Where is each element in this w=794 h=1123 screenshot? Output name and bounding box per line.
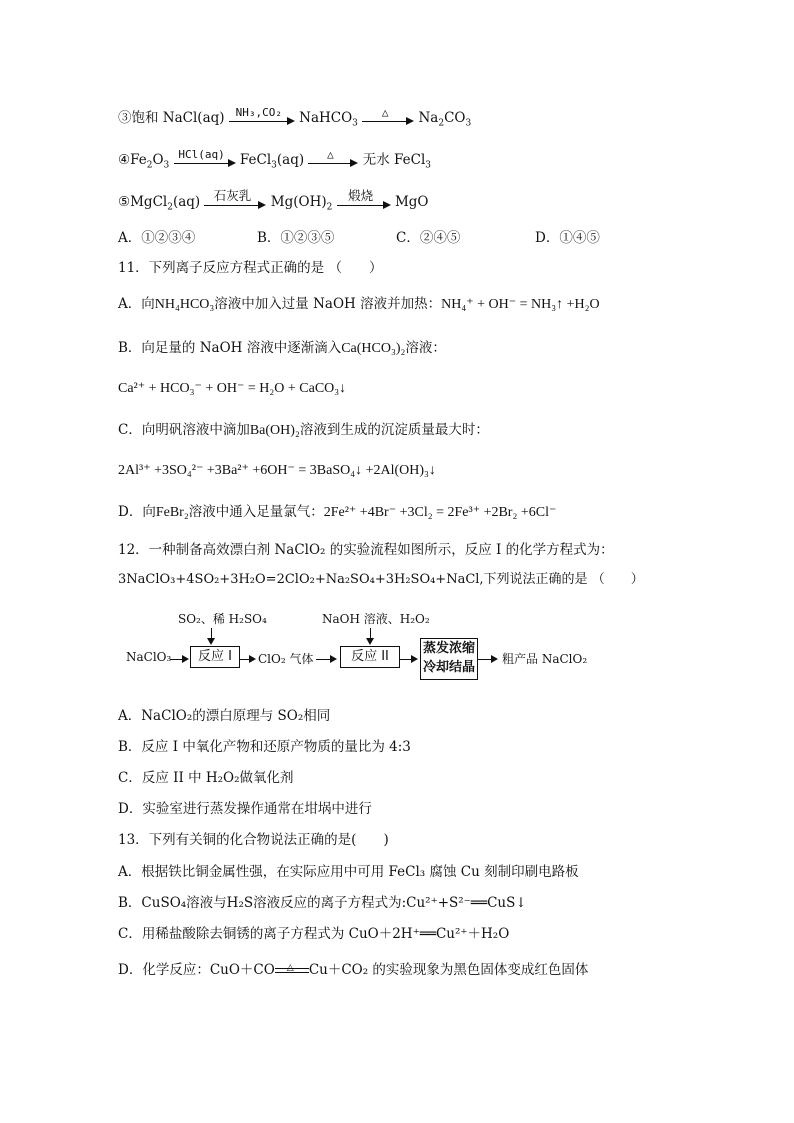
item4-intermediate: FeCl bbox=[239, 152, 272, 168]
reaction-arrow bbox=[362, 105, 414, 129]
item3-reactant: ③饱和 NaCl(aq) bbox=[118, 110, 225, 126]
option-text: 溶液中加入过量 NaOH 溶液并加热： bbox=[214, 296, 442, 312]
subscript: 3 bbox=[425, 160, 431, 171]
q12-option-b[interactable] bbox=[118, 737, 411, 757]
q12-option-c[interactable] bbox=[118, 768, 294, 788]
chem-formula: NH₄HCO₃ bbox=[154, 297, 215, 312]
option-text: Cu＋CO₂ 的实验现象为黑色固体变成红色固体 bbox=[308, 962, 589, 978]
option-a[interactable]: A．①②③④ bbox=[118, 230, 196, 246]
subscript: 2 bbox=[438, 118, 445, 129]
subscript: 3 bbox=[352, 118, 358, 129]
reaction-arrow bbox=[229, 105, 295, 129]
option-text: B．CuSO₄溶液与H₂S溶液反应的离子方程式为:Cu²⁺+S²⁻══CuS↓ bbox=[118, 895, 527, 911]
q13-stem bbox=[118, 830, 389, 850]
arrow-condition: △ bbox=[327, 147, 334, 161]
state-label: (aq) bbox=[172, 194, 201, 210]
arrow-condition: NH₃,CO₂ bbox=[235, 105, 282, 119]
q12-stem-line1 bbox=[118, 540, 614, 560]
flow-intermediate: ClO₂ 气体 bbox=[258, 652, 314, 666]
option-text: D．化学反应：CuO＋CO bbox=[118, 962, 275, 978]
option-d[interactable]: D．①④⑤ bbox=[535, 230, 600, 246]
reaction-arrow bbox=[337, 187, 391, 213]
flow-box-evaporation bbox=[420, 638, 478, 680]
option-text: 溶液： bbox=[405, 340, 446, 356]
q13-option-c[interactable] bbox=[118, 924, 509, 944]
ionic-equation: 2Fe²⁺ +4Br⁻ +3Cl₂ = 2Fe³⁺ +2Br₂ +6Cl⁻ bbox=[323, 505, 557, 520]
flow-arrow-icon bbox=[491, 655, 498, 663]
q11-option-a[interactable] bbox=[118, 294, 600, 315]
option-b[interactable]: B．①②③⑤ bbox=[257, 230, 335, 246]
q10-item-4 bbox=[118, 147, 431, 171]
option-text: D．实验室进行蒸发操作通常在坩埚中进行 bbox=[118, 801, 372, 817]
q13-option-d[interactable] bbox=[118, 960, 588, 980]
q10-item-3 bbox=[118, 105, 472, 129]
q13-option-b[interactable] bbox=[118, 893, 527, 913]
option-label: D．向 bbox=[118, 504, 156, 520]
question-text: 13．下列有关铜的化合物说法正确的是( ) bbox=[118, 832, 389, 848]
ionic-equation: 2Al³⁺ +3SO₄²⁻ +3Ba²⁺ +6OH⁻ = 3BaSO₄↓ +2Al(OH)₃↓ bbox=[118, 463, 436, 478]
flow-arrow-icon bbox=[330, 655, 337, 663]
item5-product: MgO bbox=[394, 194, 429, 210]
flow-arrow-icon bbox=[207, 638, 215, 645]
flow-box-reaction-2: 反应 II bbox=[340, 646, 400, 668]
question-text: 12．一种制备高效漂白剂 NaClO₂ 的实验流程如图所示，反应 I 的化学方程式为： bbox=[118, 542, 614, 558]
heating-equals-sign bbox=[275, 964, 309, 978]
option-text: B．反应 I 中氧化产物和还原产物质的量比为 4:3 bbox=[118, 739, 411, 755]
condition-mark: △ bbox=[286, 962, 294, 973]
ionic-equation: Ca²⁺ + HCO₃⁻ + OH⁻ = H₂O + CaCO₃↓ bbox=[118, 381, 347, 396]
arrow-condition: 石灰乳 bbox=[213, 187, 252, 203]
flowchart bbox=[118, 606, 598, 686]
item5-intermediate: Mg(OH) bbox=[270, 194, 327, 210]
item3-product: Na bbox=[418, 110, 439, 126]
q11-option-b-equation bbox=[118, 378, 346, 399]
flow-arrow-icon bbox=[182, 655, 189, 663]
flow-reagent-1: SO₂、稀 H₂SO₄ bbox=[178, 612, 267, 626]
q11-stem bbox=[118, 258, 382, 278]
question-text: 3NaClO₃+4SO₂+3H₂O=2ClO₂+Na₂SO₄+3H₂SO₄+NaCl,下列说法正确的是 （ ） bbox=[118, 572, 644, 587]
option-text: C．用稀盐酸除去铜锈的离子方程式为 CuO＋2H⁺══Cu²⁺＋H₂O bbox=[118, 926, 510, 942]
box-line: 蒸发浓缩 bbox=[422, 641, 475, 656]
option-label: C．向明矾溶液中滴加 bbox=[118, 422, 250, 438]
item5-reactant: ⑤MgCl bbox=[118, 194, 168, 210]
reaction-arrow bbox=[174, 147, 236, 171]
chem-formula: FeBr₂ bbox=[155, 505, 189, 520]
flow-arrow-icon bbox=[411, 655, 418, 663]
subscript: 3 bbox=[271, 160, 277, 171]
state-label: (aq) bbox=[276, 152, 305, 168]
ionic-equation: NH₄⁺ + OH⁻ = NH₃↑ +H₂O bbox=[441, 297, 600, 312]
option-text: C．反应 II 中 H₂O₂做氧化剂 bbox=[118, 770, 294, 786]
subscript: 3 bbox=[465, 118, 472, 129]
item4-reactant: ④Fe bbox=[118, 152, 147, 168]
arrow-condition: △ bbox=[381, 105, 389, 119]
subscript: 2 bbox=[146, 160, 153, 171]
reaction-arrow bbox=[204, 187, 266, 213]
chem-formula: Ba(OH)₂ bbox=[249, 423, 300, 438]
option-text: A．根据铁比铜金属性强，在实际应用中可用 FeCl₃ 腐蚀 Cu 刻制印刷电路板 bbox=[118, 864, 579, 880]
flow-box-reaction-1: 反应 I bbox=[190, 646, 240, 668]
subscript: 2 bbox=[167, 202, 173, 213]
question-text: 11．下列离子反应方程式正确的是 （ ） bbox=[118, 260, 383, 276]
q10-item-5 bbox=[118, 187, 429, 213]
q13-option-a[interactable] bbox=[118, 862, 579, 882]
q12-stem-line2 bbox=[118, 570, 644, 590]
q11-option-d[interactable] bbox=[118, 502, 556, 523]
item4-product: 无水 FeCl bbox=[362, 152, 426, 168]
option-text: 溶液到生成的沉淀质量最大时： bbox=[299, 422, 489, 438]
flow-reagent-2: NaOH 溶液、H₂O₂ bbox=[322, 612, 430, 626]
subscript: 2 bbox=[326, 202, 333, 213]
box-line: 冷却结晶 bbox=[422, 660, 475, 675]
flow-arrow-icon bbox=[249, 655, 256, 663]
arrow-condition: 煅烧 bbox=[348, 187, 374, 203]
q11-option-c[interactable] bbox=[118, 420, 489, 441]
option-text: 溶液中通入足量氯气： bbox=[188, 504, 324, 520]
q11-option-b[interactable] bbox=[118, 338, 446, 359]
product-part: CO bbox=[444, 110, 466, 126]
chem-formula: Ca(HCO₃)₂ bbox=[341, 341, 406, 356]
option-label: B．向足量的 NaOH 溶液中逐渐滴入 bbox=[118, 340, 342, 356]
q12-option-a[interactable] bbox=[118, 706, 330, 726]
q12-option-d[interactable] bbox=[118, 799, 372, 819]
option-c[interactable]: C．②④⑤ bbox=[396, 230, 461, 246]
subscript: 3 bbox=[163, 160, 170, 171]
q11-option-c-equation bbox=[118, 460, 436, 481]
flow-start: NaClO₃ bbox=[126, 650, 172, 664]
q10-options bbox=[118, 228, 600, 248]
item3-intermediate: NaHCO bbox=[299, 110, 353, 126]
option-label: A．向 bbox=[118, 296, 155, 312]
option-text: A．NaClO₂的漂白原理与 SO₂相同 bbox=[118, 708, 331, 724]
flow-arrow-icon bbox=[366, 638, 374, 645]
reaction-arrow bbox=[308, 147, 358, 171]
flow-end: 粗产品 NaClO₂ bbox=[502, 652, 588, 666]
reactant-part: O bbox=[152, 152, 164, 168]
arrow-condition: HCl(aq) bbox=[178, 147, 225, 161]
